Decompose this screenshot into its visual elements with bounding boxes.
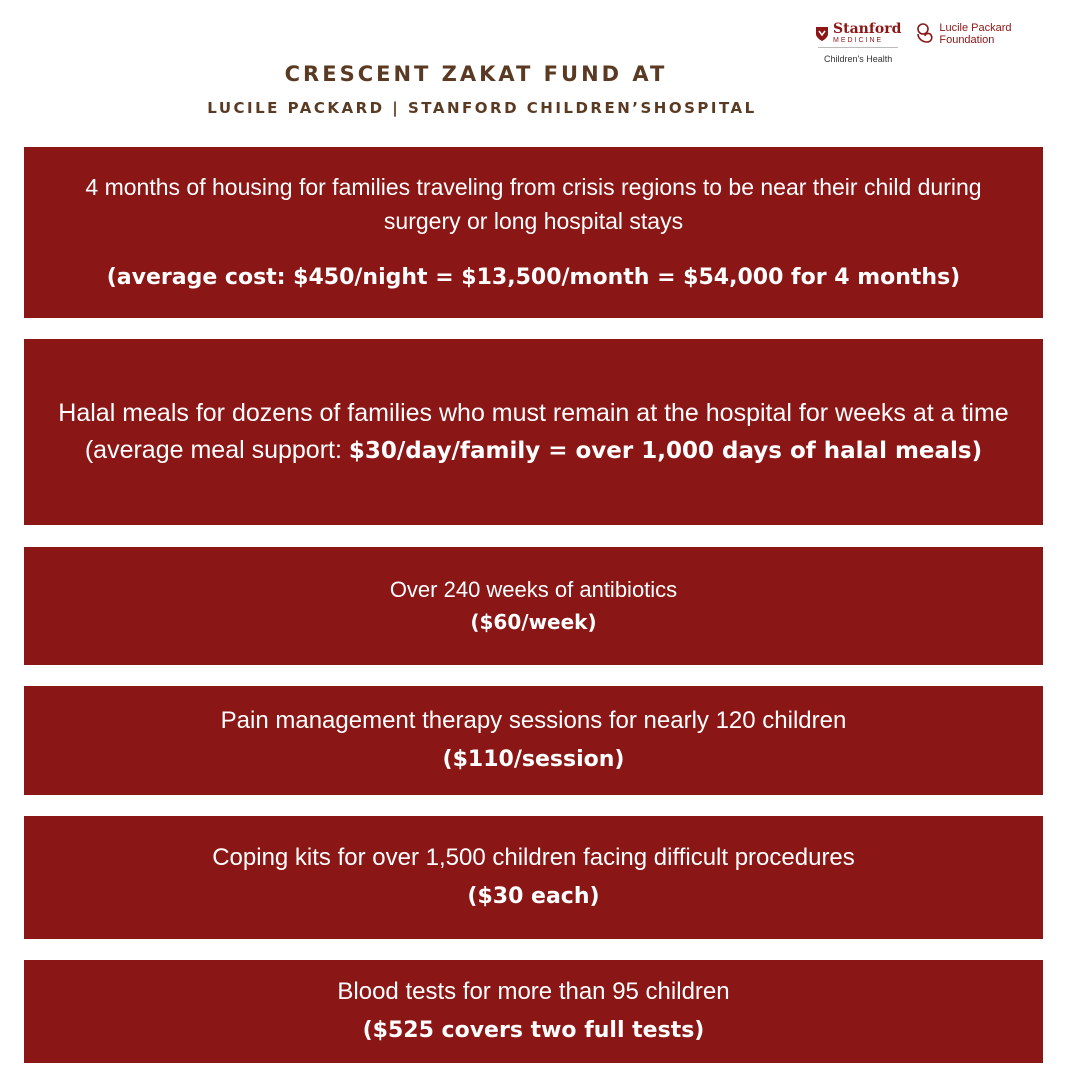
stanford-wordmark: Stanford — [833, 21, 902, 37]
childrens-health-label: Children's Health — [824, 54, 893, 64]
card-cost: ($60/week) — [470, 610, 597, 634]
impact-card-coping-kits — [24, 816, 1043, 939]
card-cost: $30/day/family = over 1,000 days of halal meals) — [348, 438, 983, 464]
impact-card-antibiotics — [24, 547, 1043, 665]
logo-divider — [818, 47, 898, 48]
card-description: Pain management therapy sessions for nearly 120 children — [220, 707, 847, 734]
page-title: CRESCENT ZAKAT FUND AT — [284, 62, 668, 86]
lpf-line-1: Lucile Packard — [939, 22, 1012, 34]
card-cost: ($110/session) — [442, 747, 625, 772]
impact-card-pain-management — [24, 686, 1043, 795]
medicine-wordmark: MEDICINE — [833, 37, 884, 44]
card-description: Blood tests for more than 95 children — [337, 978, 730, 1005]
page-subtitle: LUCILE PACKARD | STANFORD CHILDREN’SHOSPITAL — [207, 99, 757, 117]
card-description: Coping kits for over 1,500 children facing difficult procedures — [212, 844, 855, 871]
stanford-medicine-logo — [815, 22, 901, 64]
impact-card-housing — [24, 147, 1043, 318]
card-cost: ($525 covers two full tests) — [362, 1018, 705, 1043]
card-cost-prefix: (average meal support: — [84, 436, 349, 464]
lucile-packard-foundation-logo — [915, 22, 1011, 46]
card-description: Over 240 weeks of antibiotics — [389, 577, 678, 602]
card-cost-line — [39, 432, 1029, 469]
card-description: Halal meals for dozens of families who must remain at the hospital for weeks at a time — [58, 399, 1009, 427]
impact-card-halal-meals — [24, 339, 1043, 525]
impact-card-blood-tests — [24, 960, 1043, 1063]
lucile-packard-heart-icon — [915, 22, 935, 44]
card-cost: (average cost: $450/night = $13,500/month = $54,000 for 4 months) — [106, 264, 961, 290]
lpf-line-2: Foundation — [939, 34, 995, 46]
stanford-shield-icon — [815, 26, 829, 42]
card-description: 4 months of housing for families traveling from crisis regions to be near their child during surgery or long hospital stays — [85, 173, 982, 234]
card-cost: ($30 each) — [467, 884, 600, 909]
partner-logos — [815, 22, 1012, 64]
